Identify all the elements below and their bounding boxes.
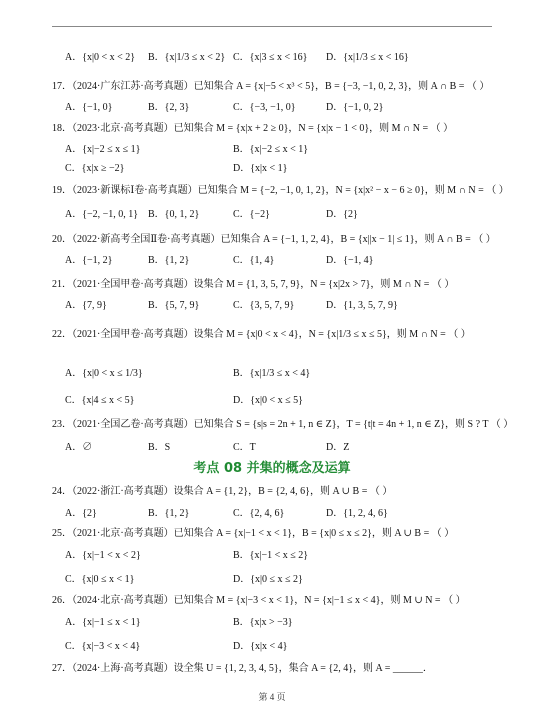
option-d: D．{x|1/3 ≤ x < 16} [326,52,409,63]
question-22-option-b: B．{x|1/3 ≤ x < 4} [233,368,311,379]
question-26-option-d: D．{x|x < 4} [233,641,288,652]
header-rule [52,26,492,27]
question-20-stem: 20．（2022·新高考全国Ⅱ卷·高考真题）已知集合 A = {−1, 1, 2, 4}，B = {x||x − 1| ≤ 1}，则 A ∩ B = （ ） [52,234,496,245]
question-21-option-b: B．{5, 7, 9} [148,300,200,311]
question-20-option-a: A．{−1, 2} [65,255,113,266]
question-27-stem: 27．（2024·上海·高考真题）设全集 U = {1, 2, 3, 4, 5}，集合 A = {2, 4}，则 A = ______． [52,663,433,674]
question-22-stem: 22．（2021·全国甲卷·高考真题）设集合 M = {x|0 < x < 4}，N = {x|1/3 ≤ x ≤ 5}，则 M ∩ N = （ ） [52,329,471,340]
question-17-option-b: B．{2, 3} [148,102,190,113]
question-24-stem: 24．（2022·浙江·高考真题）设集合 A = {1, 2}，B = {2, 4, 6}，则 A ∪ B = （ ） [52,486,393,497]
question-22-option-d: D．{x|0 < x ≤ 5} [233,395,303,406]
question-25-option-c: C．{x|0 ≤ x < 1} [65,574,135,585]
question-22-option-a: A．{x|0 < x ≤ 1/3} [65,368,143,379]
question-21-option-a: A．{7, 9} [65,300,107,311]
question-19-option-a: A．{−2, −1, 0, 1} [65,209,139,220]
option-b: B．{x|1/3 ≤ x < 2} [148,52,226,63]
question-26-stem: 26．（2024·北京·高考真题）已知集合 M = {x|−3 < x < 1}，N = {x|−1 ≤ x < 4}，则 M ∪ N = （ ） [52,595,466,606]
question-24-option-b: B．{1, 2} [148,508,190,519]
question-20-option-c: C．{1, 4} [233,255,275,266]
question-21-option-c: C．{3, 5, 7, 9} [233,300,295,311]
question-23-option-b: B．S [148,442,171,453]
question-22-option-c: C．{x|4 ≤ x < 5} [65,395,135,406]
question-24-option-c: C．{2, 4, 6} [233,508,285,519]
question-18-option-d: D．{x|x < 1} [233,163,288,174]
question-18-option-b: B．{x|−2 ≤ x < 1} [233,144,309,155]
question-23-option-c: C．T [233,442,256,453]
section-title: 考点 08 并集的概念及运算 [193,461,351,476]
question-19-option-d: D．{2} [326,209,358,220]
question-19-option-c: C．{−2} [233,209,270,220]
question-18-option-c: C．{x|x ≥ −2} [65,163,125,174]
option-c: C．{x|3 ≤ x < 16} [233,52,308,63]
question-19-option-b: B．{0, 1, 2} [148,209,200,220]
question-26-option-b: B．{x|x > −3} [233,617,293,628]
question-25-option-a: A．{x|−1 < x < 2} [65,550,141,561]
question-17-option-a: A．{−1, 0} [65,102,113,113]
question-21-stem: 21．（2021·全国甲卷·高考真题）设集合 M = {1, 3, 5, 7, 9}，N = {x|2x > 7}，则 M ∩ N = （ ） [52,279,455,290]
option-a: A．{x|0 < x < 2} [65,52,136,63]
question-18-stem: 18．（2023·北京·高考真题）已知集合 M = {x|x + 2 ≥ 0}，N = {x|x − 1 < 0}，则 M ∩ N = （ ） [52,123,454,134]
question-17-option-c: C．{−3, −1, 0} [233,102,296,113]
question-23-option-d: D．Z [326,442,350,453]
question-17-stem: 17．（2024·广东江苏·高考真题）已知集合 A = {x|−5 < x³ < 5}，B = {−3, −1, 0, 2, 3}，则 A ∩ B = （ ） [52,81,490,92]
page-number: 第 4 页 [258,692,286,702]
question-20-option-d: D．{−1, 4} [326,255,374,266]
question-26-option-a: A．{x|−1 ≤ x < 1} [65,617,141,628]
question-18-option-a: A．{x|−2 ≤ x ≤ 1} [65,144,141,155]
question-26-option-c: C．{x|−3 < x < 4} [65,641,141,652]
question-20-option-b: B．{1, 2} [148,255,190,266]
question-17-option-d: D．{−1, 0, 2} [326,102,384,113]
question-19-stem: 19．（2023·新课标Ⅰ卷·高考真题）已知集合 M = {−2, −1, 0, 1, 2}，N = {x|x² − x − 6 ≥ 0}，则 M ∩ N = （ ） [52,185,509,196]
question-21-option-d: D．{1, 3, 5, 7, 9} [326,300,398,311]
question-25-option-b: B．{x|−1 < x ≤ 2} [233,550,309,561]
question-24-option-d: D．{1, 2, 4, 6} [326,508,388,519]
question-23-option-a: A．∅ [65,442,93,453]
question-25-option-d: D．{x|0 ≤ x ≤ 2} [233,574,303,585]
question-25-stem: 25．（2021·北京·高考真题）已知集合 A = {x|−1 < x < 1}，B = {x|0 ≤ x ≤ 2}，则 A ∪ B = （ ） [52,528,455,539]
question-24-option-a: A．{2} [65,508,97,519]
question-23-stem: 23．（2021·全国乙卷·高考真题）已知集合 S = {s|s = 2n + 1, n ∈ Z}，T = {t|t = 4n + 1, n ∈ Z}，则 S ? T （ ） [52,419,514,430]
